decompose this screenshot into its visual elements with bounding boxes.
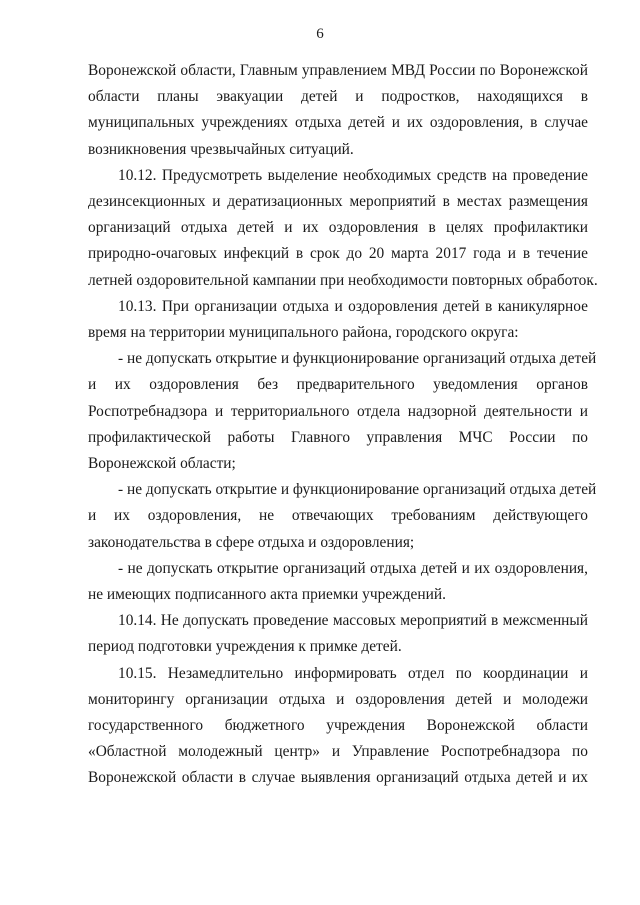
text-line: Воронежской области, Главным управлением МВД России по Воронежской: [88, 62, 588, 79]
text-line: Роспотребнадзора и территориального отдела надзорной деятельности и: [88, 402, 588, 420]
text-line: Воронежской области;: [88, 455, 236, 473]
text-line: время на территории муниципального района, городского округа:: [88, 324, 519, 342]
text-line: муниципальных учреждениях отдыха детей и их оздоровления, в случае: [88, 114, 588, 132]
text-line: Воронежской области в случае выявления организаций отдыха детей и их: [88, 769, 588, 787]
text-line: дезинсекционных и дератизационных мероприятий в местах размещения: [88, 193, 588, 211]
text-line: летней оздоровительной кампании при необходимости повторных обработок.: [88, 271, 598, 289]
text-line: государственного бюджетного учреждения Воронежской области: [88, 717, 588, 735]
text-line: законодательства в сфере отдыха и оздоровления;: [88, 533, 415, 551]
text-line: возникновения чрезвычайных ситуаций.: [88, 140, 354, 158]
text-line: 10.13. При организации отдыха и оздоровления детей в каникулярное: [118, 297, 588, 315]
text-line: - не допускать открытие и функционирование организаций отдыха детей: [118, 350, 597, 368]
text-line: период подготовки учреждения к примке детей.: [88, 638, 402, 656]
text-line: природно-очаговых инфекций в срок до 20 марта 2017 года и в течение: [88, 245, 588, 263]
text-line: 10.12. Предусмотреть выделение необходимых средств на проведение: [118, 166, 588, 184]
text-line: 10.14. Не допускать проведение массовых мероприятий в межсменный: [118, 612, 588, 630]
document-body: [88, 58, 598, 792]
page-number: 6: [316, 26, 324, 42]
text-line: области планы эвакуации детей и подростков, находящихся в: [88, 88, 588, 106]
text-line: не имеющих подписанного акта приемки учреждений.: [88, 586, 446, 604]
text-line: - не допускать открытие и функционирование организаций отдыха детей: [118, 481, 597, 499]
text-line: мониторингу организации отдыха и оздоровления детей и молодежи: [88, 690, 588, 708]
text-line: «Областной молодежный центр» и Управление Роспотребнадзора по: [88, 743, 588, 761]
text-line: и их оздоровления без предварительного уведомления органов: [88, 376, 588, 394]
text-line: - не допускать открытие организаций отдыха детей и их оздоровления,: [118, 559, 588, 577]
text-line: профилактической работы Главного управления МЧС России по: [88, 428, 588, 446]
text-line: и их оздоровления, не отвечающих требованиям действующего: [88, 507, 588, 525]
text-line: организаций отдыха детей и их оздоровления в целях профилактики: [88, 219, 588, 237]
text-line: 10.15. Незамедлительно информировать отдел по координации и: [118, 664, 588, 682]
